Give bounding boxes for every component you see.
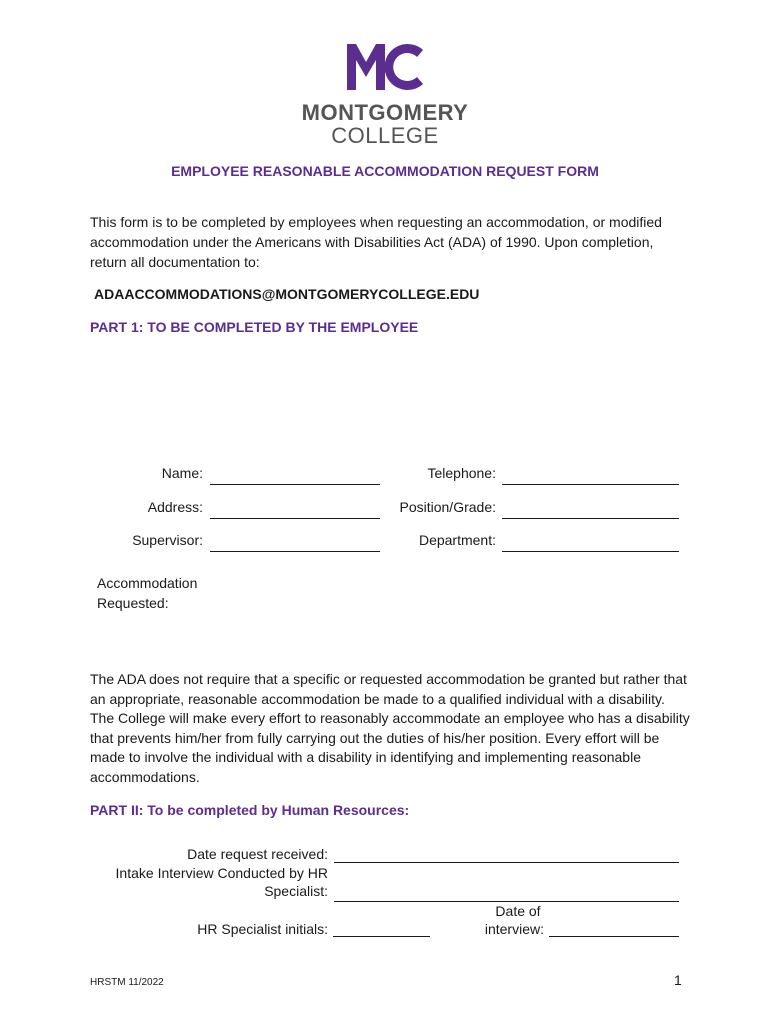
department-field[interactable]	[502, 551, 679, 552]
logo-wordmark-college: COLLEGE	[331, 123, 439, 148]
ada-paragraph: The ADA does not require that a specific or requested accommodation be granted but rather that an appropriate, reasonable accommodation be made to a qualified individual with a disability. The College will make every effort to reasonably accommodate an employee who has a disability that prevents him/her from fully carrying out the duties of his/her position. Every effort will be made to involve the individual with a disability in identifying and implementing reasonable accommodations.	[90, 671, 690, 785]
accommodation-label-line1: Accommodation	[97, 575, 198, 591]
telephone-label: Telephone:	[427, 465, 496, 481]
logo-c-shape	[385, 44, 423, 90]
intake-interview-label-line2: Specialist:	[264, 883, 328, 899]
page-number: 1	[674, 972, 682, 988]
hr-initials-field[interactable]	[333, 936, 430, 937]
form-title: EMPLOYEE REASONABLE ACCOMMODATION REQUEST FORM	[171, 163, 599, 179]
date-of-interview-label-line1: Date of	[495, 903, 541, 919]
date-of-interview-field[interactable]	[549, 936, 679, 937]
logo-wordmark-montgomery: MONTGOMERY	[301, 100, 469, 125]
position-grade-field[interactable]	[502, 518, 679, 519]
part1-heading: PART 1: TO BE COMPLETED BY THE EMPLOYEE	[90, 319, 419, 335]
intro-paragraph: This form is to be completed by employees when requesting an accommodation, or modified accommodation under the Americans with Disabilities Act (ADA) of 1990. Upon completion, return all documentation to:	[90, 214, 662, 270]
date-of-interview-label-line2: interview:	[484, 921, 544, 937]
date-received-label: Date request received:	[187, 846, 328, 862]
intake-interview-field[interactable]	[334, 901, 679, 902]
montgomery-college-logo-mark	[347, 44, 423, 90]
contact-email: ADAACCOMMODATIONS@MONTGOMERYCOLLEGE.EDU	[94, 286, 480, 302]
address-field[interactable]	[210, 518, 380, 519]
supervisor-label: Supervisor:	[132, 532, 203, 548]
address-label: Address:	[147, 499, 203, 515]
intake-interview-label-line1: Intake Interview Conducted by HR	[115, 865, 328, 881]
name-field[interactable]	[210, 484, 380, 485]
logo-m-shape	[347, 44, 385, 90]
supervisor-field[interactable]	[210, 551, 380, 552]
date-received-field[interactable]	[334, 862, 679, 863]
accommodation-requested-label	[97, 573, 197, 613]
department-label: Department:	[418, 532, 496, 548]
footer-form-code: HRSTM 11/2022	[90, 977, 164, 988]
position-grade-label: Position/Grade:	[399, 499, 496, 515]
accommodation-label-line2: Requested:	[97, 595, 169, 611]
part2-heading: PART II: To be completed by Human Resources:	[90, 802, 410, 818]
telephone-field[interactable]	[502, 484, 679, 485]
name-label: Name:	[161, 465, 203, 481]
hr-initials-label: HR Specialist initials:	[197, 921, 328, 937]
